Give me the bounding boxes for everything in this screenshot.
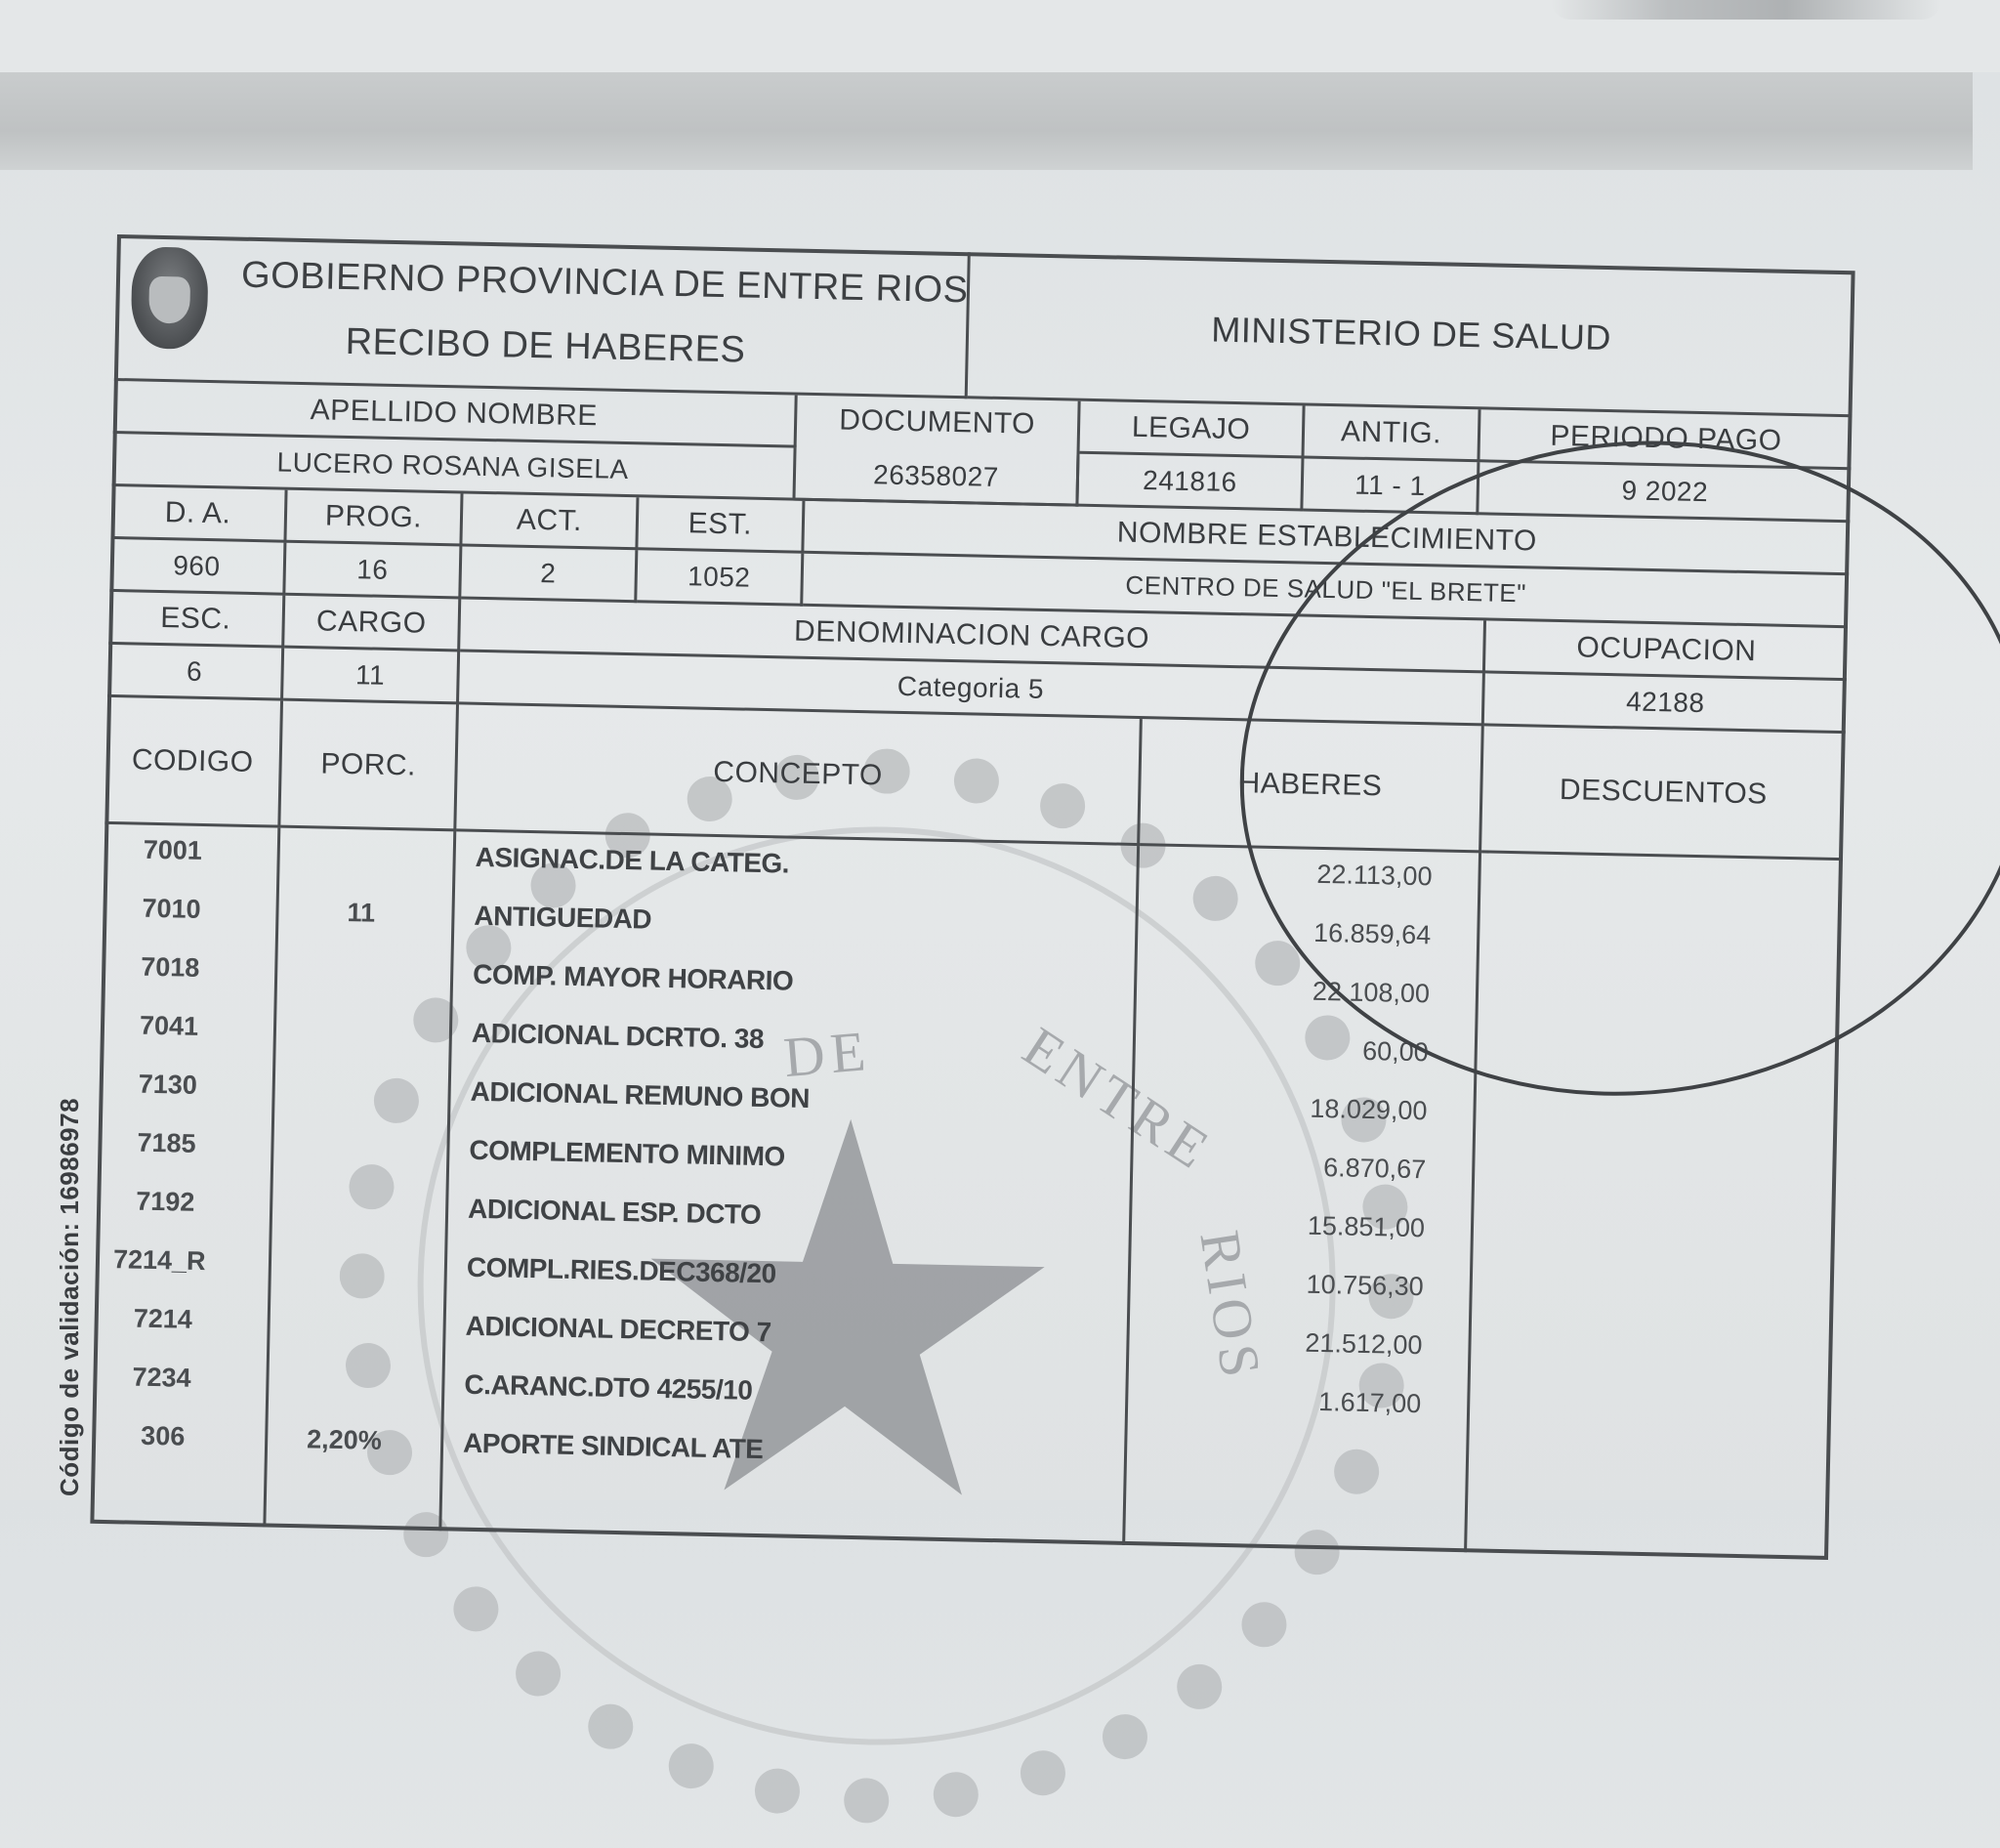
item-concepto: COMP. MAYOR HORARIO bbox=[472, 958, 794, 996]
column-codigo bbox=[90, 824, 280, 1528]
item-codigo: 7010 bbox=[142, 893, 201, 924]
item-haberes: 22.113,00 bbox=[1316, 859, 1433, 892]
label-antig: ANTIG. bbox=[1304, 406, 1480, 463]
employee-establecimiento: CENTRO DE SALUD "EL BRETE" bbox=[803, 554, 1849, 628]
item-codigo: 7130 bbox=[138, 1069, 198, 1100]
employee-cargo: 11 bbox=[283, 649, 460, 705]
seal-word-rios: RIOS bbox=[1188, 1226, 1274, 1387]
item-concepto: APORTE SINDICAL ATE bbox=[462, 1427, 764, 1465]
employee-da: 960 bbox=[109, 539, 286, 596]
label-codigo: CODIGO bbox=[104, 697, 283, 828]
item-codigo: 7192 bbox=[135, 1186, 195, 1217]
label-esc: ESC. bbox=[108, 592, 285, 649]
employee-antig: 11 - 1 bbox=[1303, 459, 1479, 516]
scan-band bbox=[0, 72, 1973, 170]
item-porc: 11 bbox=[347, 898, 376, 928]
label-nombre-establecimiento: NOMBRE ESTABLECIMIENTO bbox=[804, 501, 1850, 575]
item-concepto: ADICIONAL DCRTO. 38 bbox=[471, 1017, 765, 1055]
item-concepto: ASIGNAC.DE LA CATEG. bbox=[475, 841, 790, 879]
label-haberes: HABERES bbox=[1140, 719, 1484, 853]
item-codigo: 7018 bbox=[140, 951, 200, 983]
seal-word-de: DE bbox=[781, 1018, 874, 1090]
employee-name: LUCERO ROSANA GISELA bbox=[112, 434, 797, 501]
label-documento: DOCUMENTO bbox=[795, 396, 1080, 507]
item-concepto: COMPLEMENTO MINIMO bbox=[469, 1134, 786, 1172]
government-title: GOBIERNO PROVINCIA DE ENTRE RIOS bbox=[240, 254, 969, 312]
seal-word-entre: ENTRE bbox=[1012, 1014, 1225, 1184]
receipt-title: RECIBO DE HABERES bbox=[345, 320, 746, 371]
label-da: D. A. bbox=[110, 486, 287, 543]
label-apellido-nombre: APELLIDO NOMBRE bbox=[113, 381, 798, 448]
item-haberes: 18.029,00 bbox=[1310, 1093, 1428, 1126]
item-codigo: 7041 bbox=[139, 1010, 199, 1041]
item-concepto: ADICIONAL DECRETO 7 bbox=[465, 1310, 771, 1348]
employee-legajo: 241816 bbox=[1078, 454, 1304, 512]
employee-ocupacion: 42188 bbox=[1484, 673, 1847, 734]
employee-denominacion: Categoria 5 bbox=[459, 651, 1485, 726]
item-haberes: 22.108,00 bbox=[1312, 976, 1431, 1009]
item-haberes: 15.851,00 bbox=[1307, 1210, 1426, 1243]
pay-receipt bbox=[90, 234, 1874, 1560]
item-codigo: 7234 bbox=[132, 1362, 191, 1393]
item-haberes: 10.756,30 bbox=[1306, 1269, 1425, 1302]
item-haberes: 6.870,67 bbox=[1322, 1153, 1427, 1185]
item-concepto: ADICIONAL ESP. DCTO bbox=[467, 1193, 762, 1231]
item-concepto: ADICIONAL REMUNO BON bbox=[470, 1075, 811, 1114]
item-haberes: 21.512,00 bbox=[1305, 1327, 1423, 1361]
top-smudge bbox=[1551, 0, 1941, 20]
employee-periodo-pago: 9 2022 bbox=[1479, 462, 1851, 523]
label-ocupacion: OCUPACION bbox=[1485, 620, 1848, 681]
item-haberes: 1.617,00 bbox=[1317, 1387, 1422, 1419]
label-est: EST. bbox=[638, 497, 805, 554]
employee-esc: 6 bbox=[107, 645, 284, 701]
item-concepto: ANTIGUEDAD bbox=[474, 900, 652, 935]
item-codigo: 7214 bbox=[133, 1303, 193, 1334]
employee-prog: 16 bbox=[285, 543, 462, 600]
item-haberes: 60,00 bbox=[1361, 1035, 1430, 1068]
validation-code: Código de validación: 16986978 bbox=[55, 1097, 84, 1496]
label-periodo-pago: PERIODO PAGO bbox=[1479, 409, 1852, 470]
label-porc: PORC. bbox=[280, 701, 459, 832]
employee-act: 2 bbox=[461, 546, 638, 603]
item-codigo: 7185 bbox=[137, 1127, 196, 1158]
label-concepto: CONCEPTO bbox=[456, 704, 1143, 846]
employee-documento: 26358027 bbox=[795, 448, 1079, 507]
ministry-title: MINISTERIO DE SALUD bbox=[968, 252, 1855, 417]
label-descuentos: DESCUENTOS bbox=[1481, 726, 1846, 861]
label-legajo: LEGAJO bbox=[1080, 401, 1306, 459]
item-porc: 2,20% bbox=[306, 1424, 383, 1455]
item-concepto: C.ARANC.DTO 4255/10 bbox=[464, 1368, 753, 1406]
item-codigo: 7214_R bbox=[112, 1244, 206, 1277]
label-denominacion-cargo: DENOMINACION CARGO bbox=[460, 599, 1486, 673]
item-concepto: COMPL.RIES.DEC368/20 bbox=[466, 1251, 776, 1289]
item-codigo: 306 bbox=[140, 1420, 186, 1451]
label-act: ACT. bbox=[462, 493, 639, 550]
item-haberes: 16.859,64 bbox=[1312, 917, 1432, 950]
employee-est: 1052 bbox=[637, 550, 804, 607]
label-prog: PROG. bbox=[286, 490, 463, 547]
label-cargo: CARGO bbox=[284, 596, 461, 652]
item-codigo: 7001 bbox=[143, 834, 203, 865]
